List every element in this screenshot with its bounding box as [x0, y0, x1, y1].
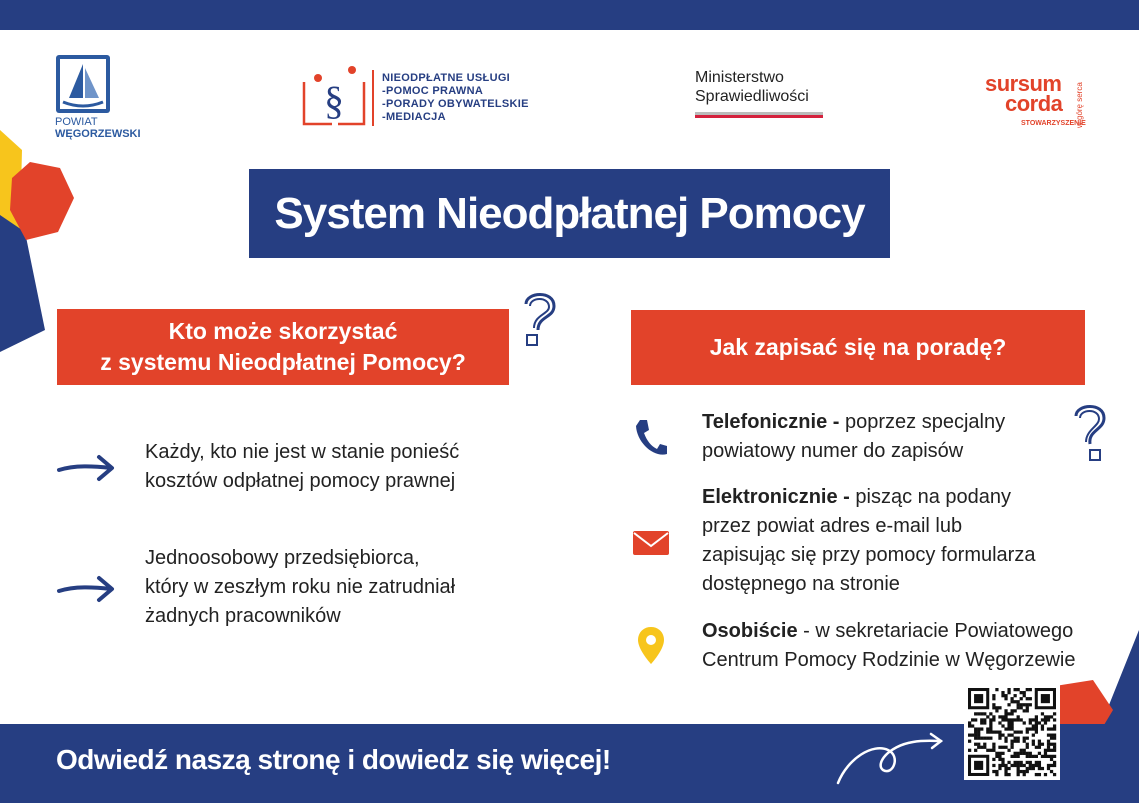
- footer-text: Odwiedź naszą stronę i dowiedz się więcej!: [56, 744, 611, 775]
- right-header: Jak zapisać się na poradę?: [631, 310, 1085, 385]
- arrow-right-icon: [55, 573, 117, 605]
- person-label: Osobiście: [702, 620, 798, 642]
- arrow-right-icon: [55, 452, 117, 484]
- paragraph-book-icon: [302, 64, 368, 130]
- left-item-2-line3: żadnych pracowników: [145, 605, 341, 627]
- phone-icon: [634, 418, 668, 460]
- sursum-word: sursum: [985, 71, 1062, 96]
- qr-code[interactable]: [964, 684, 1060, 780]
- npp-title: NIEODPŁATNE USŁUGI: [382, 72, 511, 84]
- left-item-2-line1: Jednoosobowy przedsiębiorca,: [145, 547, 420, 569]
- sursum-sub: STOWARZYSZENIE: [1021, 120, 1086, 127]
- curly-arrow-icon: [833, 728, 948, 788]
- email-line3: zapisując się przy pomocy formularza: [702, 544, 1036, 566]
- left-header: [57, 309, 509, 385]
- email-line1: pisząc na podany: [855, 486, 1012, 508]
- left-item-2: [145, 544, 455, 631]
- left-item-2-line2: który w zeszłym roku nie zatrudniał: [145, 576, 456, 598]
- powiat-line2: WĘGORZEWSKI: [55, 128, 141, 140]
- top-bar: [0, 0, 1139, 30]
- left-item-1-line1: Każdy, kto nie jest w stanie ponieść: [145, 441, 460, 463]
- email-line2: przez powiat adres e-mail lub: [702, 515, 963, 537]
- qr-code-image: [964, 684, 1060, 780]
- phone-line2: powiatowy numer do zapisów: [702, 440, 964, 462]
- phone-line1: poprzez specjalny: [844, 411, 1006, 433]
- ministry-line2: Sprawiedliwości: [695, 88, 809, 105]
- npp-item: -MEDIACJA: [382, 111, 446, 123]
- person-option: [702, 617, 1075, 675]
- email-label: Elektronicznie -: [702, 486, 856, 508]
- npp-item: -PORADY OBYWATELSKIE: [382, 98, 529, 110]
- phone-option: [702, 408, 1005, 466]
- email-option: [702, 483, 1035, 599]
- person-line2: Centrum Pomocy Rodzinie w Węgorzewie: [702, 649, 1076, 671]
- left-item-1: [145, 438, 459, 496]
- sursum-vertical: w górę serca: [1075, 82, 1084, 128]
- question-mark-icon: [1066, 400, 1114, 466]
- phone-label: Telefonicznie -: [702, 411, 845, 433]
- flag-stripe-red: [695, 115, 823, 118]
- npp-logo: [302, 64, 542, 130]
- powiat-line1: POWIAT: [55, 116, 98, 128]
- ministry-logo: [695, 68, 825, 118]
- location-pin-icon: [637, 626, 665, 666]
- ministry-line1: Ministerstwo: [695, 69, 784, 86]
- powiat-logo: [55, 54, 150, 140]
- sursum-corda-logo: [983, 72, 1093, 136]
- question-mark-icon: [516, 288, 564, 350]
- left-header-line2: z systemu Nieodpłatnej Pomocy?: [100, 349, 466, 375]
- email-line4: dostępnego na stronie: [702, 573, 900, 595]
- left-header-line1: Kto może skorzystać: [168, 318, 398, 344]
- sailboat-icon: [55, 54, 111, 114]
- envelope-icon: [632, 530, 670, 556]
- corda-word: corda: [1005, 91, 1063, 116]
- svg-text:§: §: [324, 78, 344, 123]
- person-line1: - w sekretariacie Powiatowego: [797, 620, 1074, 642]
- left-item-1-line2: kosztów odpłatnej pomocy prawnej: [145, 470, 456, 492]
- npp-item: -POMOC PRAWNA: [382, 85, 484, 97]
- page-title: System Nieodpłatnej Pomocy: [249, 169, 890, 258]
